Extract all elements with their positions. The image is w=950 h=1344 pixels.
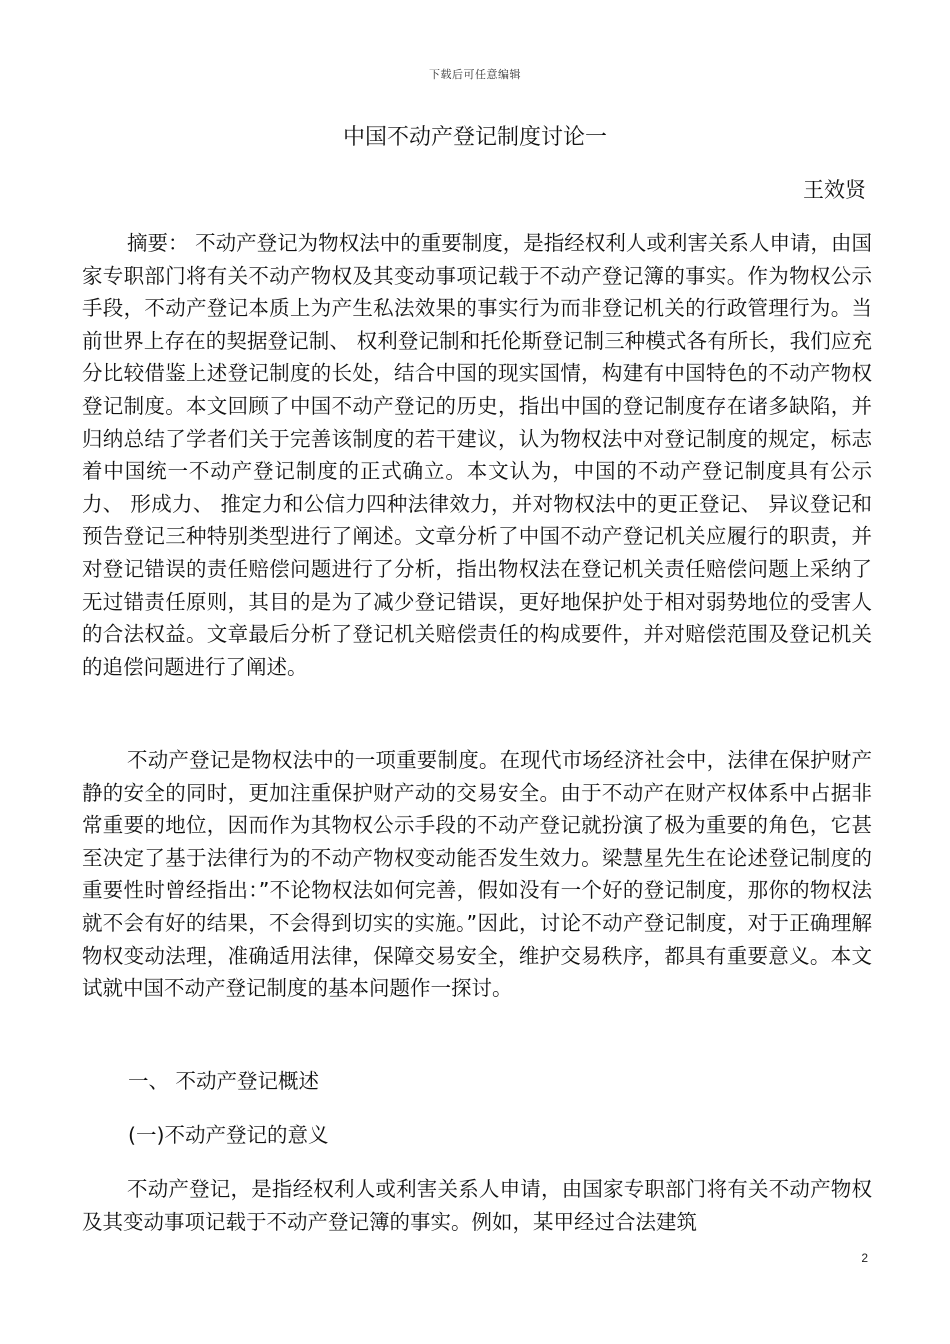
document-title: 中国不动产登记制度讨论一 [342,125,607,150]
document-author: 王效贤 [803,178,866,202]
section-heading: 一、 不动产登记概述 [128,1069,320,1093]
body-paragraph: 不动产登记，是指经权利人或利害关系人申请，由国家专职部门将有关不动产物权及其变动事项记载于不动产登记簿的事实。例如，某甲经过合法建筑 [82,1177,872,1234]
header-note: 下载后可任意编辑 [429,68,521,81]
intro-paragraph: 不动产登记是物权法中的一项重要制度。在现代市场经济社会中，法律在保护财产静的安全的同时，更加注重保护财产动的交易安全。由于不动产在财产权体系中占据非常重要的地位，因而作为其物权公示手段的不动产登记就扮演了极为重要的角色，它甚至决定了基于法律行为的不动产物权变动能否发生效力。梁慧星先生在论述登记制度的重要性时曾经指出：”不论物权法如何完善，假如没有一个好的登记制度，那你的物权法就不会有好的结果，不会得到切实的实施。”因此，讨论不动产登记制度，对于正确理解物权变动法理，准确适用法律，保障交易安全，维护交易秩序，都具有重要意义。本文试就中国不动产登记制度的基本问题作一探讨。 [82,748,872,1001]
subsection-heading: (一)不动产登记的意义 [128,1123,329,1147]
abstract-paragraph: 摘要： 不动产登记为物权法中的重要制度，是指经权利人或利害关系人申请，由国家专职部门将有关不动产物权及其变动事项记载于不动产登记簿的事实。作为物权公示手段，不动产登记本质上为产生私法效果的事实行为而非登记机关的行政管理行为。当前世界上存在的契据登记制、 权利登记制和托伦斯登记制三种模式各有所长，我们应充分比较借鉴上述登记制度的长处，结合中国的现实国情，构建有中国特色的不动产物权登记制度。本文回顾了中国不动产登记的历史，指出中国的登记制度存在诸多缺陷，并归纳总结了学者们关于完善该制度的若干建议，认为物权法中对登记制度的规定，标志着中国统一不动产登记制度的正式确立。本文认为，中国的不动产登记制度具有公示力、 形成力、 推定力和公信力四种法律效力，并对物权法中的更正登记、 异议登记和预告登记三种特别类型进行了阐述。文章分析了中国不动产登记机关应履行的职责，并对登记错误的责任赔偿问题进行了分析，指出物权法在登记机关责任赔偿问题上采纳了无过错责任原则，其目的是为了减少登记错误，更好地保护处于相对弱势地位的受害人的合法权益。文章最后分析了登记机关赔偿责任的构成要件，并对赔偿范围及登记机关的追偿问题进行了阐述。 [82,231,872,679]
page-number: 2 [861,1251,868,1265]
